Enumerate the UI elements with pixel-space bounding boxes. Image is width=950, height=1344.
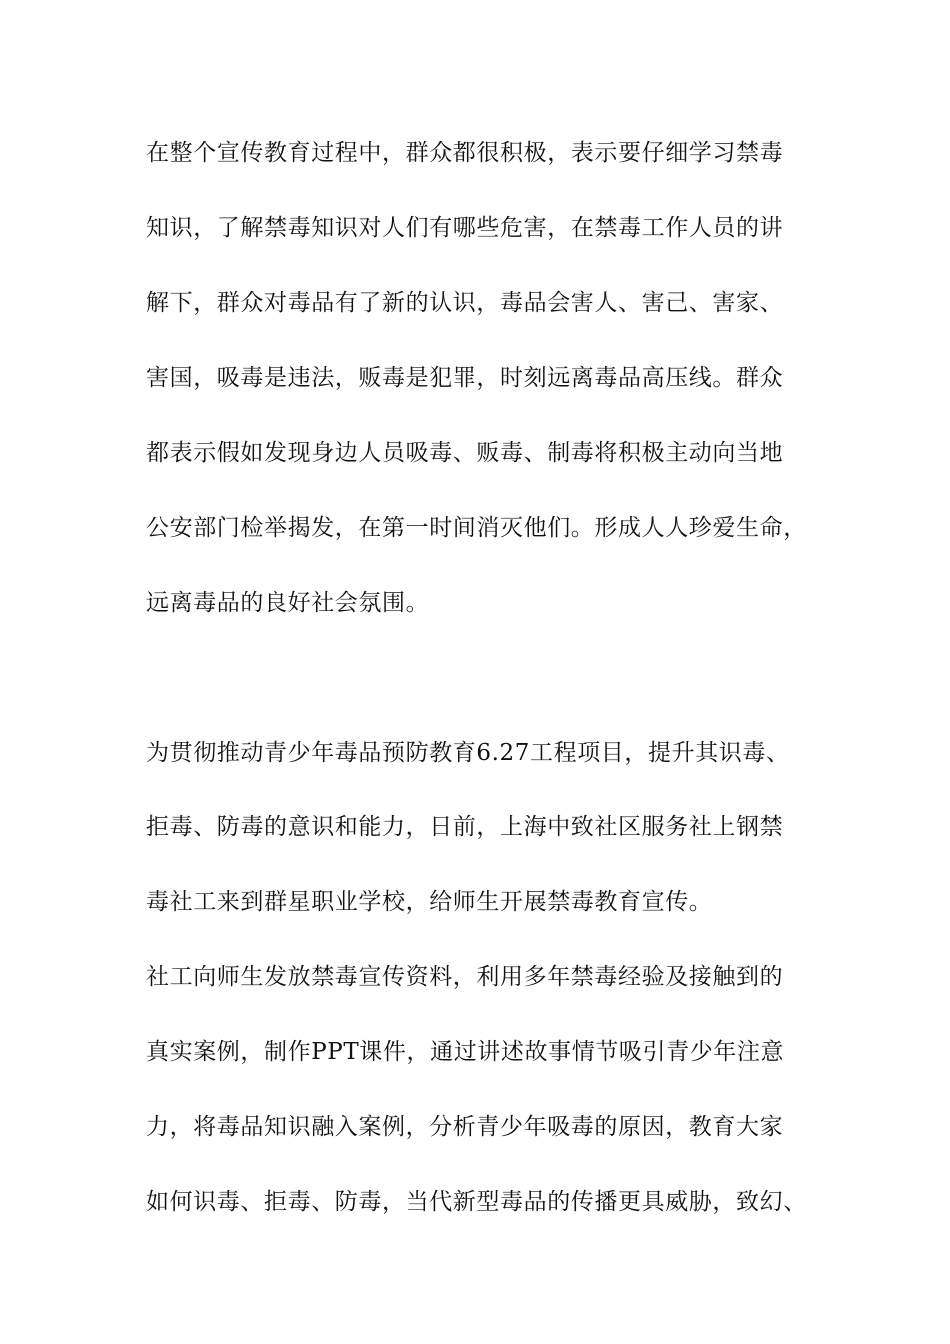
- text-line: 如何识毒、拒毒、防毒，当代新型毒品的传播更具威胁，致幻、: [146, 1189, 807, 1215]
- text-line: 解下，群众对毒品有了新的认识，毒品会害人、害己、害家、: [146, 290, 784, 316]
- text-line: 在整个宣传教育过程中，群众都很积极，表示要仔细学习禁毒: [146, 140, 784, 166]
- text-line: 都表示假如发现身边人员吸毒、贩毒、制毒将积极主动向当地: [146, 440, 784, 466]
- text-line: 远离毒品的良好社会氛围。: [146, 590, 430, 616]
- text-line: 力，将毒品知识融入案例，分析青少年吸毒的原因，教育大家: [146, 1114, 784, 1140]
- text-line: 毒社工来到群星职业学校，给师生开展禁毒教育宣传。: [146, 889, 713, 915]
- text-line: 真实案例，制作PPT课件，通过讲述故事情节吸引青少年注意: [146, 1039, 785, 1065]
- text-line: 知识，了解禁毒知识对人们有哪些危害，在禁毒工作人员的讲: [146, 215, 784, 241]
- text-line: 为贯彻推动青少年毒品预防教育6.27工程项目，提升其识毒、: [146, 740, 790, 766]
- text-line: 公安部门检举揭发，在第一时间消灭他们。形成人人珍爱生命，: [146, 515, 807, 541]
- text-line: 社工向师生发放禁毒宣传资料，利用多年禁毒经验及接触到的: [146, 964, 784, 990]
- text-line: 拒毒、防毒的意识和能力，日前，上海中致社区服务社上钢禁: [146, 814, 784, 840]
- text-line: 害国，吸毒是违法，贩毒是犯罪，时刻远离毒品高压线。群众: [146, 365, 784, 391]
